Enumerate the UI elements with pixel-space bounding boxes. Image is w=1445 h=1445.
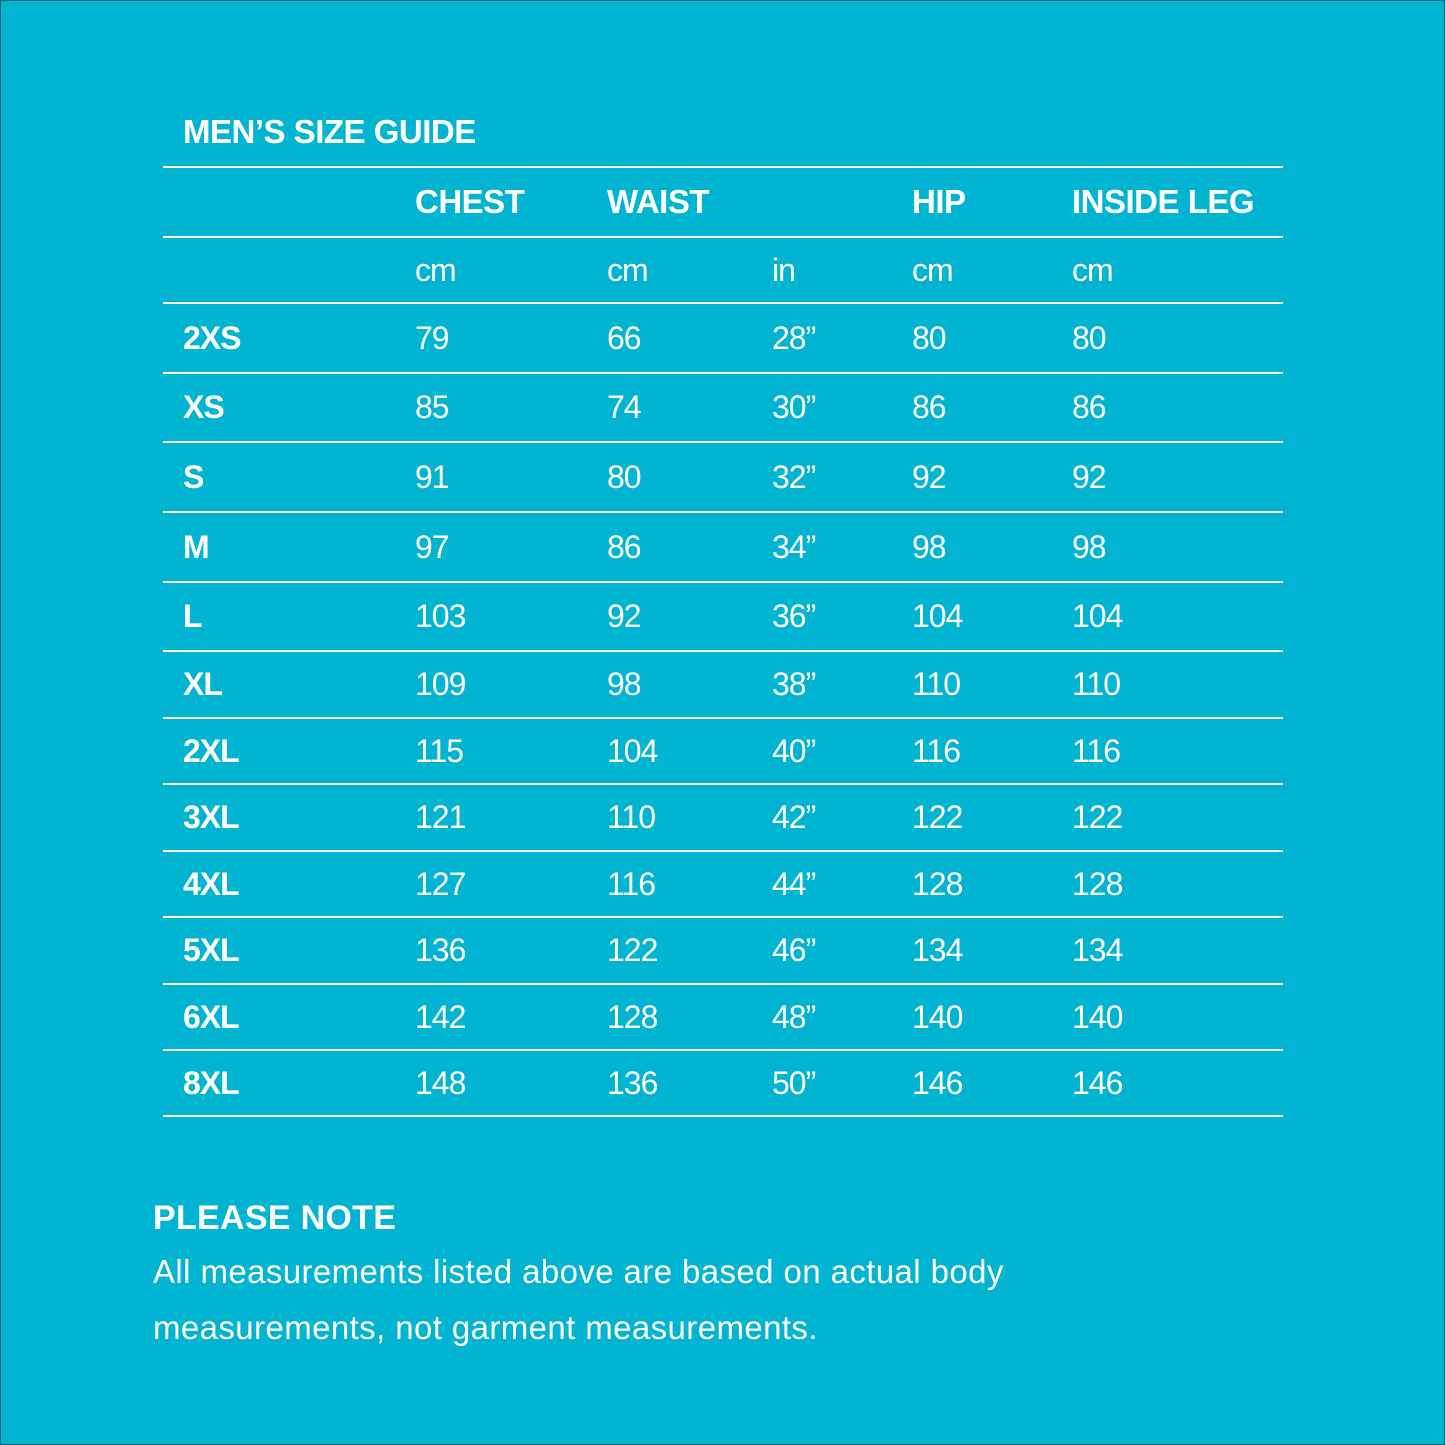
table-row xyxy=(163,1049,1283,1117)
waist-in: 28” xyxy=(772,319,816,356)
inside-leg-cm: 92 xyxy=(1072,458,1106,495)
waist-cm: 104 xyxy=(607,732,658,769)
chest-cm: 97 xyxy=(415,528,449,565)
header-waist: WAIST xyxy=(607,183,709,220)
hip-cm: 86 xyxy=(912,389,946,425)
chest-cm: 79 xyxy=(415,319,449,356)
size-label: XL xyxy=(183,666,222,702)
chest-cm: 103 xyxy=(415,598,466,634)
waist-cm: 66 xyxy=(607,319,641,356)
note-line-2: measurements, not garment measurements. xyxy=(153,1309,818,1346)
unit-inside-leg: cm xyxy=(1072,251,1113,288)
inside-leg-cm: 146 xyxy=(1072,1064,1123,1101)
chest-cm: 121 xyxy=(415,799,466,835)
inside-leg-cm: 86 xyxy=(1072,389,1106,425)
table-row xyxy=(163,983,1283,1049)
inside-leg-cm: 116 xyxy=(1072,732,1121,769)
header-hip: HIP xyxy=(912,183,966,220)
size-label: M xyxy=(183,528,209,565)
waist-cm: 128 xyxy=(607,998,658,1035)
waist-cm: 92 xyxy=(607,598,641,634)
size-guide-title: MEN’S SIZE GUIDE xyxy=(183,113,476,150)
waist-cm: 80 xyxy=(607,458,641,495)
table-row xyxy=(163,441,1283,511)
size-label: 4XL xyxy=(183,865,239,902)
waist-in: 32” xyxy=(772,458,816,495)
chest-cm: 136 xyxy=(415,932,466,968)
size-label: 3XL xyxy=(183,799,239,835)
waist-in: 30” xyxy=(772,389,816,425)
waist-in: 38” xyxy=(772,666,816,702)
units-row xyxy=(163,236,1283,302)
inside-leg-cm: 110 xyxy=(1072,666,1121,702)
unit-hip: cm xyxy=(912,251,953,288)
chest-cm: 127 xyxy=(415,865,466,902)
size-label: 5XL xyxy=(183,932,239,968)
chest-cm: 148 xyxy=(415,1064,466,1101)
chest-cm: 115 xyxy=(415,732,464,769)
size-label: S xyxy=(183,458,204,495)
chest-cm: 142 xyxy=(415,998,466,1035)
chest-cm: 85 xyxy=(415,389,449,425)
waist-cm: 110 xyxy=(607,799,656,835)
size-guide xyxy=(163,110,1283,1117)
header-inside-leg: INSIDE LEG xyxy=(1072,183,1255,220)
waist-cm: 136 xyxy=(607,1064,658,1101)
inside-leg-cm: 140 xyxy=(1072,998,1123,1035)
hip-cm: 134 xyxy=(912,932,963,968)
size-label: 2XS xyxy=(183,319,241,356)
waist-cm: 122 xyxy=(607,932,658,968)
unit-chest: cm xyxy=(415,251,456,288)
hip-cm: 104 xyxy=(912,598,963,634)
waist-in: 36” xyxy=(772,598,816,634)
table-row xyxy=(163,302,1283,372)
table-row xyxy=(163,850,1283,916)
chest-cm: 91 xyxy=(415,458,449,495)
hip-cm: 146 xyxy=(912,1064,963,1101)
waist-in: 48” xyxy=(772,998,816,1035)
hip-cm: 116 xyxy=(912,732,961,769)
note-title: PLEASE NOTE xyxy=(153,1199,397,1237)
waist-in: 44” xyxy=(772,865,816,902)
size-label: 2XL xyxy=(183,732,239,769)
note-line-1: All measurements listed above are based on actual body xyxy=(153,1253,1004,1290)
header-chest: CHEST xyxy=(415,183,525,220)
size-label: 6XL xyxy=(183,998,239,1035)
hip-cm: 98 xyxy=(912,528,946,565)
inside-leg-cm: 122 xyxy=(1072,799,1123,835)
note-section xyxy=(153,1192,1153,1356)
table-row xyxy=(163,783,1283,850)
waist-cm: 86 xyxy=(607,528,641,565)
table-row xyxy=(163,916,1283,983)
hip-cm: 92 xyxy=(912,458,946,495)
inside-leg-cm: 104 xyxy=(1072,598,1123,634)
chest-cm: 109 xyxy=(415,666,466,702)
table-row xyxy=(163,511,1283,581)
hip-cm: 110 xyxy=(912,666,961,702)
table-row xyxy=(163,717,1283,783)
inside-leg-cm: 128 xyxy=(1072,865,1123,902)
hip-cm: 80 xyxy=(912,319,946,356)
waist-in: 42” xyxy=(772,799,816,835)
waist-in: 40” xyxy=(772,732,816,769)
inside-leg-cm: 134 xyxy=(1072,932,1123,968)
inside-leg-cm: 98 xyxy=(1072,528,1106,565)
hip-cm: 122 xyxy=(912,799,963,835)
unit-waist-cm: cm xyxy=(607,251,648,288)
size-label: XS xyxy=(183,389,224,425)
hip-cm: 140 xyxy=(912,998,963,1035)
unit-waist-in: in xyxy=(772,251,795,288)
waist-cm: 116 xyxy=(607,865,656,902)
inside-leg-cm: 80 xyxy=(1072,319,1106,356)
size-label: 8XL xyxy=(183,1064,239,1101)
table-row xyxy=(163,650,1283,717)
waist-in: 46” xyxy=(772,932,816,968)
size-label: L xyxy=(183,598,202,634)
waist-in: 50” xyxy=(772,1064,816,1101)
hip-cm: 128 xyxy=(912,865,963,902)
waist-cm: 74 xyxy=(607,389,641,425)
table-row xyxy=(163,581,1283,650)
header-row xyxy=(163,166,1283,236)
waist-cm: 98 xyxy=(607,666,641,702)
table-row xyxy=(163,372,1283,441)
waist-in: 34” xyxy=(772,528,816,565)
